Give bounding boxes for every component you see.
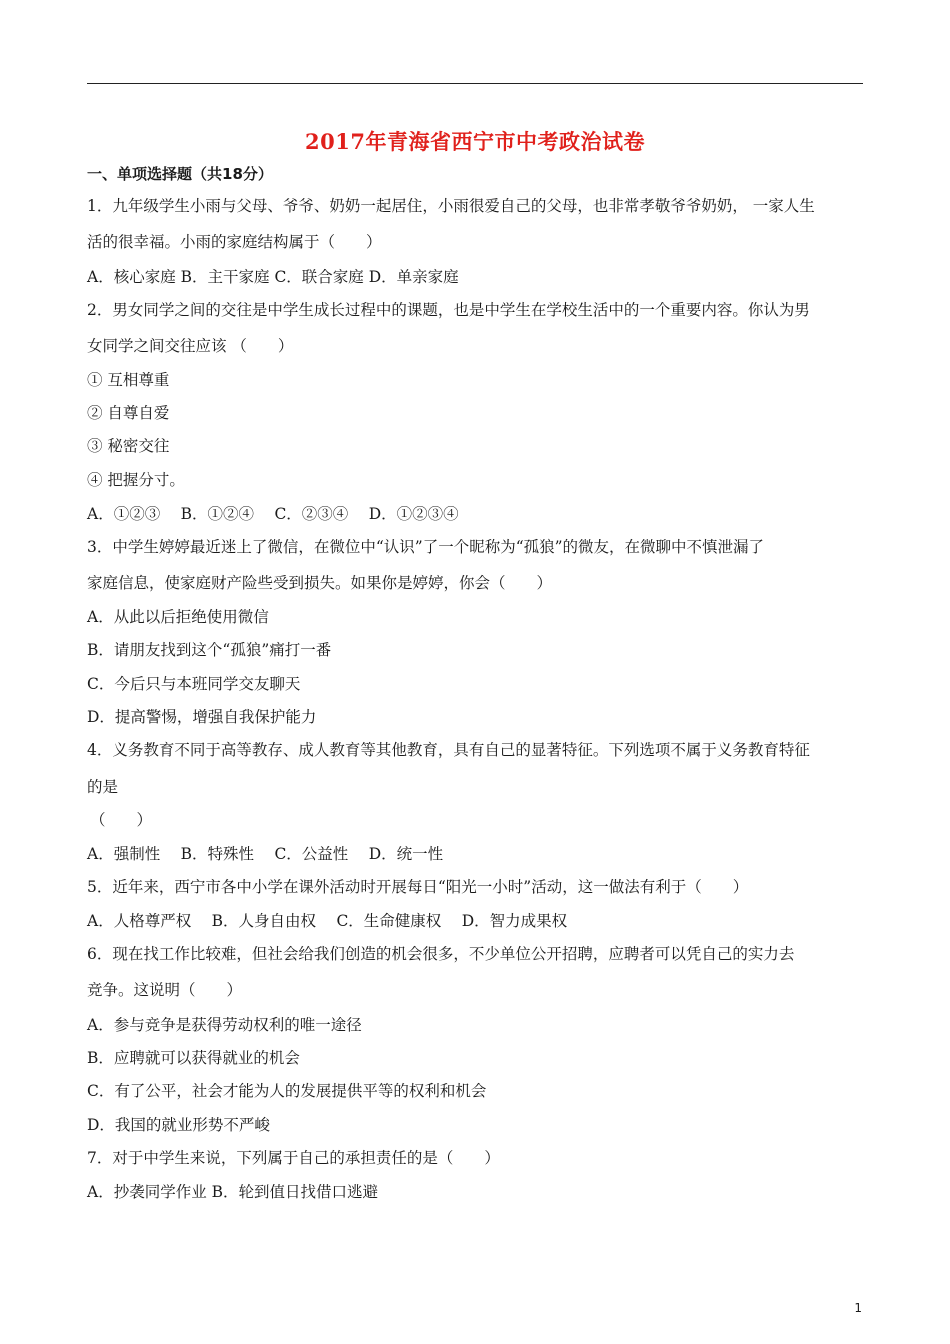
text-line: ④ 把握分寸。 [87, 471, 185, 489]
text-line: （ ） [90, 811, 153, 829]
text-line: 6．现在找工作比较难，但社会给我们创造的机会很多，不少单位公开招聘，应聘者可以凭自己的实力去 [87, 945, 795, 963]
text-line: A．核心家庭 B．主干家庭 C．联合家庭 D．单亲家庭 [87, 268, 459, 286]
text-line: 1．九年级学生小雨与父母、爷爷、奶奶一起居住，小雨很爱自己的父母，也非常孝敬爷爷奶奶， 一家人生 [87, 197, 815, 215]
text-line: 活的很幸福。小雨的家庭结构属于（ ） [87, 233, 382, 251]
text-line: B．应聘就可以获得就业的机会 [87, 1049, 300, 1067]
page-title: 2017年青海省西宁市中考政治试卷 [305, 129, 645, 154]
text-line: D．我国的就业形势不严峻 [87, 1116, 270, 1134]
text-line: A．从此以后拒绝使用微信 [87, 608, 269, 626]
text-line: 竞争。这说明（ ） [87, 981, 243, 999]
text-line: ② 自尊自爱 [87, 404, 170, 422]
text-line: 家庭信息，使家庭财产险些受到损失。如果你是婷婷，你会（ ） [87, 574, 553, 592]
text-line: 5．近年来，西宁市各中小学在课外活动时开展每日“阳光一小时”活动，这一做法有利于（ ） [87, 878, 749, 896]
text-line: 女同学之间交往应该 （ ） [87, 337, 294, 355]
section-heading: 一、单项选择题（共18分） [87, 165, 273, 183]
text-line: 4．义务教育不同于高等教存、成人教育等其他教育，具有自己的显著特征。下列选项不属于义务教育特征 [87, 741, 810, 759]
text-line: B．请朋友找到这个“孤狼”痛打一番 [87, 641, 332, 659]
text-line: A．①②③ B．①②④ C．②③④ D．①②③④ [87, 505, 459, 523]
text-line: D．提高警惕，增强自我保护能力 [87, 708, 317, 726]
text-line: A．参与竞争是获得劳动权利的唯一途径 [87, 1016, 362, 1034]
text-line: C．有了公平，社会才能为人的发展提供平等的权利和机会 [87, 1082, 487, 1100]
text-line: ③ 秘密交往 [87, 437, 170, 455]
text-line: ① 互相尊重 [87, 371, 170, 389]
text-line: A．强制性 B．特殊性 C．公益性 D．统一性 [87, 845, 444, 863]
text-line: 的是 [87, 778, 119, 796]
header-rule [87, 83, 863, 84]
text-line: A．人格尊严权 B．人身自由权 C．生命健康权 D．智力成果权 [87, 912, 568, 930]
page-number: 1 [854, 1301, 862, 1315]
text-line: 2．男女同学之间的交往是中学生成长过程中的课题，也是中学生在学校生活中的一个重要内容。你认为男 [87, 301, 810, 319]
text-line: 7．对于中学生来说，下列属于自己的承担责任的是（ ） [87, 1149, 500, 1167]
text-line: C．今后只与本班同学交友聊天 [87, 675, 301, 693]
text-line: A．抄袭同学作业 B．轮到值日找借口逃避 [87, 1183, 379, 1201]
text-line: 3．中学生婷婷最近迷上了微信，在微位中“认识”了一个昵称为“孤狼”的微友，在微聊中不慎泄漏了 [87, 538, 765, 556]
